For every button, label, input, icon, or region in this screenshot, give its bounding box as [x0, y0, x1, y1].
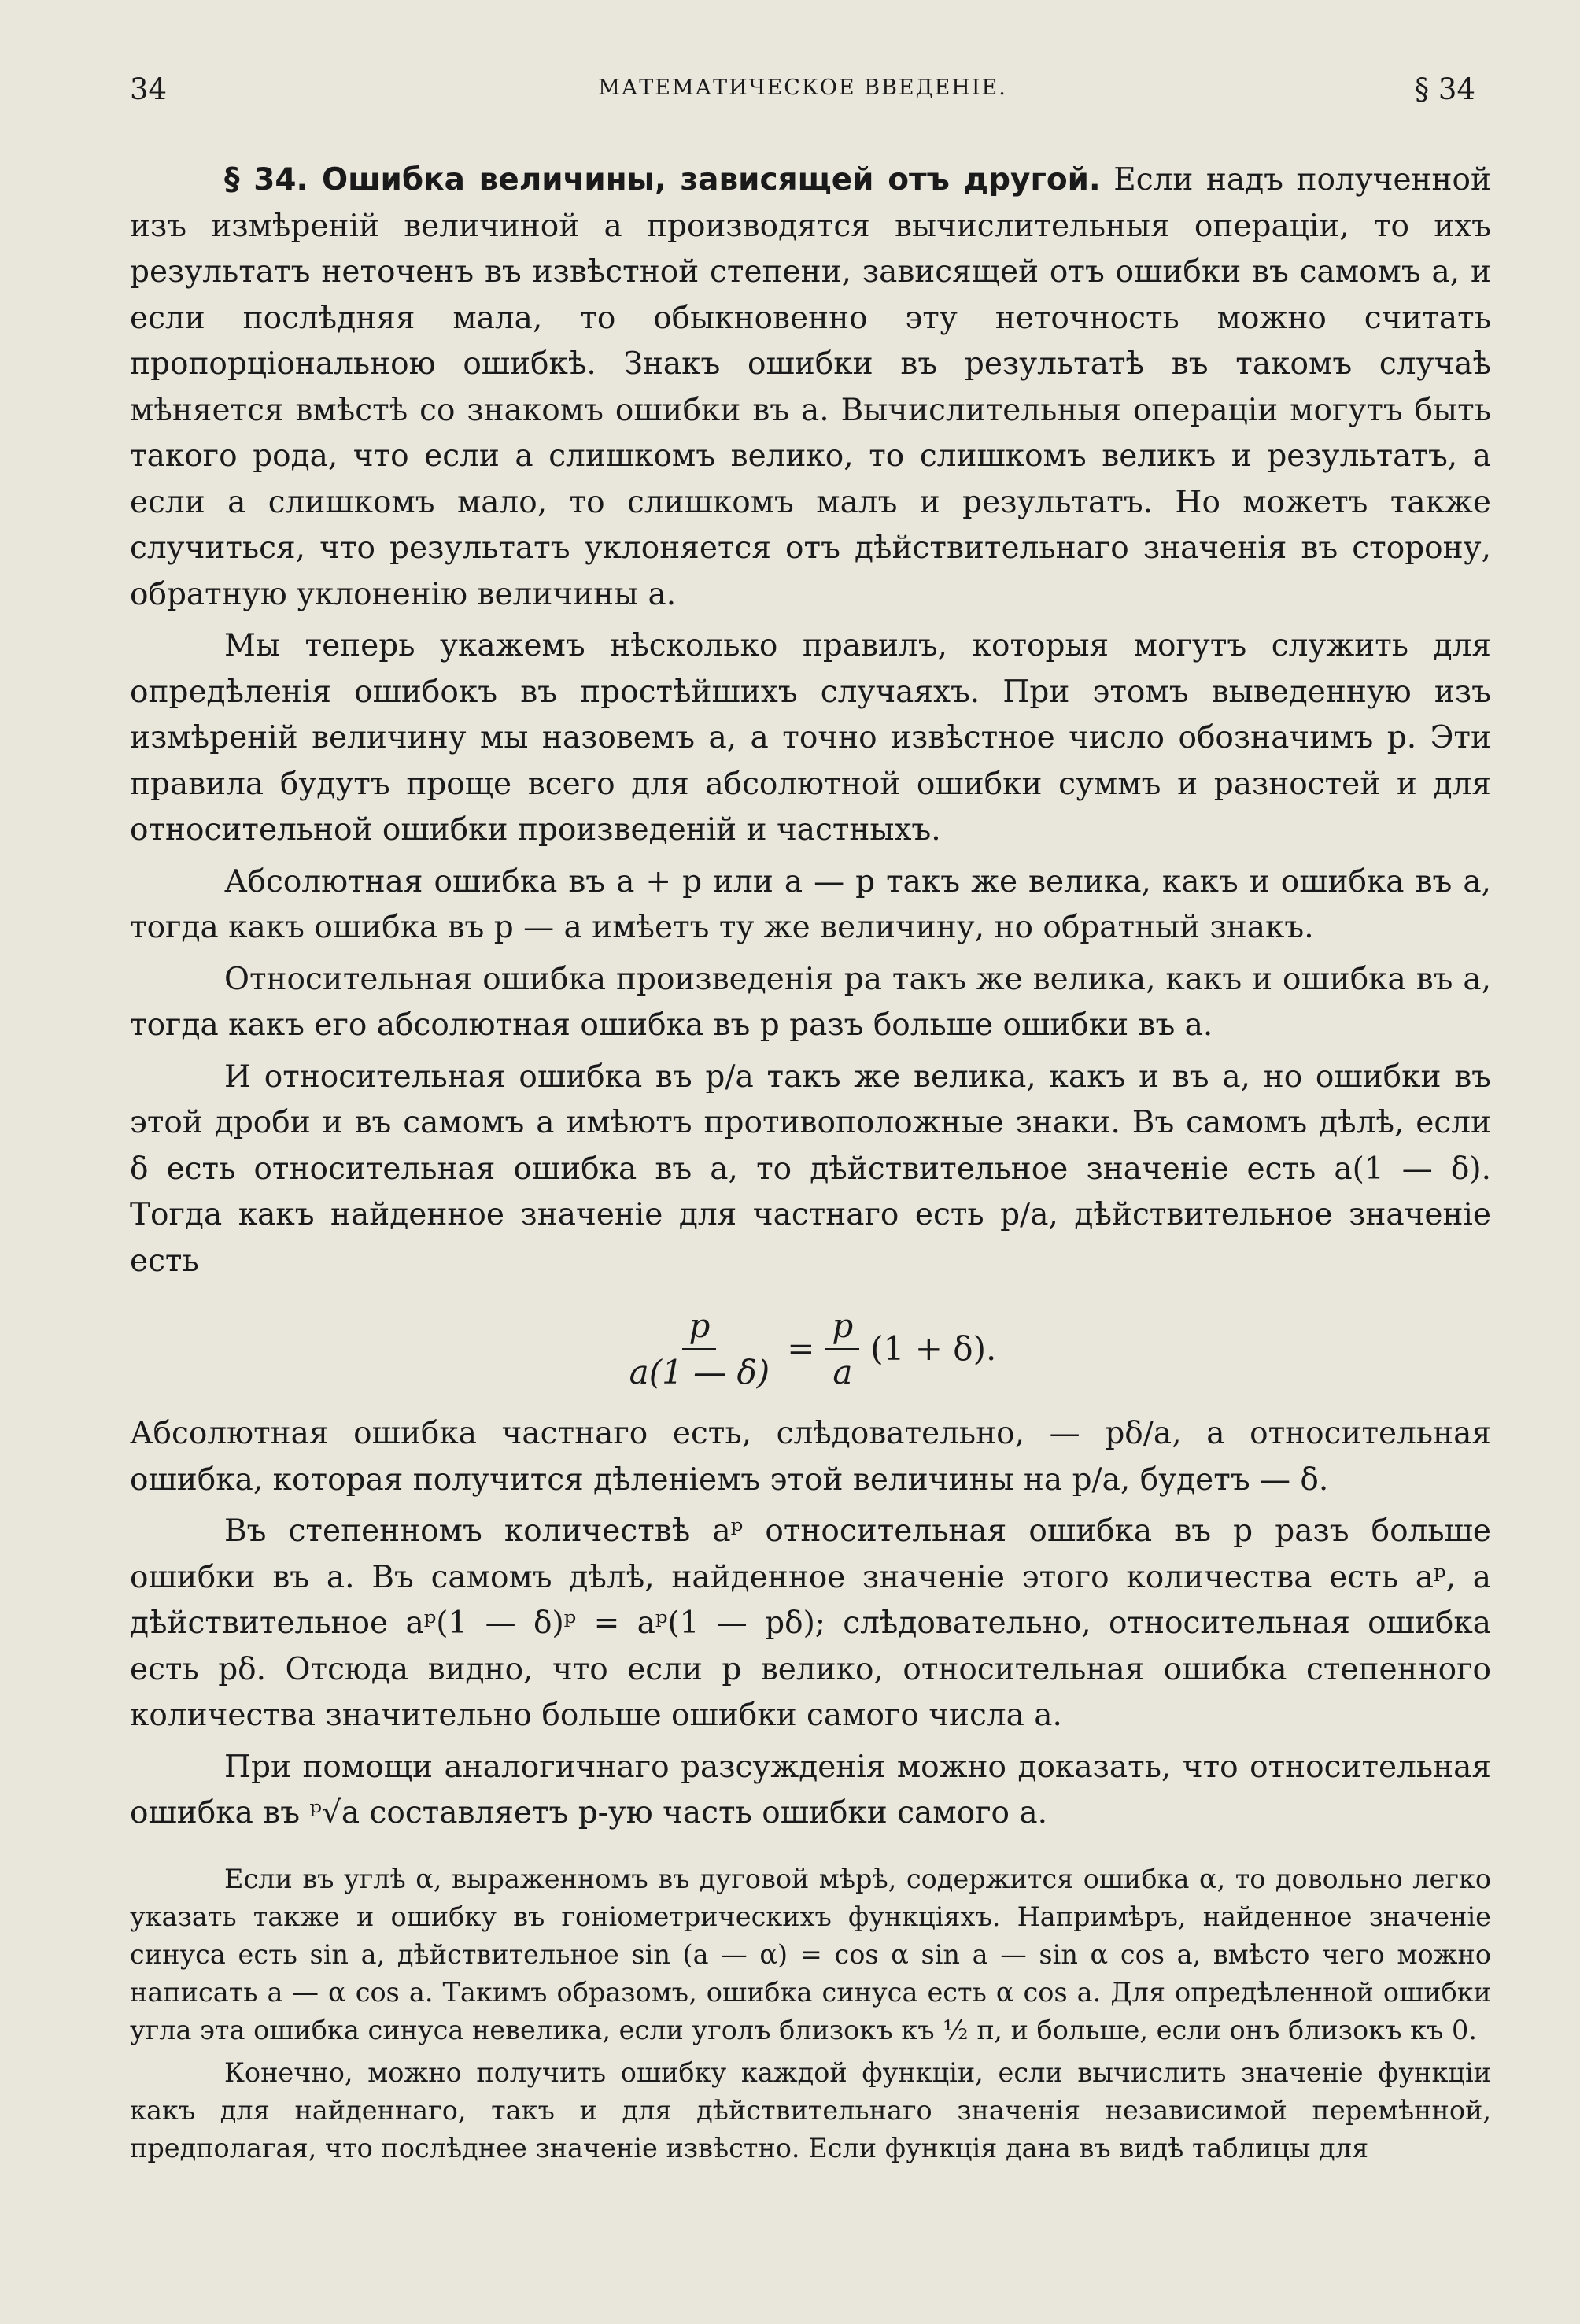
- formula-lhs-fraction: [623, 1304, 777, 1395]
- formula-rhs-factor: (1 + δ).: [870, 1328, 997, 1368]
- paragraph: Абсолютная ошибка въ a + p или a — p такъ же велика, какъ и ошибка въ a, тогда какъ ошибка въ p — a имѣетъ ту же величину, но обратный знакъ.: [130, 863, 1491, 945]
- running-title: МАТЕМАТИЧЕСКОЕ ВВЕДЕНІЕ.: [598, 76, 1007, 100]
- formula-rhs-numerator: p: [825, 1304, 859, 1350]
- formula-rhs-denominator: a: [832, 1352, 853, 1391]
- paragraph: При помощи аналогичнаго разсужденія можно доказать, что относительная ошибка въ ᵖ√a составляетъ p-ую часть ошибки самого a.: [130, 1749, 1491, 1831]
- formula-lhs-numerator: p: [682, 1304, 716, 1350]
- paragraph: Мы теперь укажемъ нѣсколько правилъ, которыя могутъ служить для опредѣленія ошибокъ въ простѣйшихъ случаяхъ. При этомъ выведенную изъ измѣреній величину мы назовемъ a, а точно извѣстное число обозначимъ p. Эти правила будутъ проще всего для абсолютной ошибки суммъ и разностей и для относительной ошибки произведеній и частныхъ.: [130, 628, 1491, 848]
- small-paragraph: Если въ углѣ α, выраженномъ въ дуговой мѣрѣ, содержится ошибка α, то довольно легко указать также и ошибку въ гоніометрическихъ функціяхъ. Напримѣръ, найденное значеніе синуса есть sin a, дѣйствительное sin (a — α) = cos α sin a — sin α cos a, вмѣсто чего можно написать a — α cos a. Такимъ образомъ, ошибка синуса есть α cos a. Для опредѣленной ошибки угла эта ошибка синуса невелика, если уголъ близокъ къ ½ π, и больше, если онъ близокъ къ 0.: [130, 1863, 1491, 2045]
- section-heading: § 34. Ошибка величины, зависящей отъ другой.: [224, 162, 1101, 198]
- paragraph: И относительная ошибка въ p/a такъ же велика, какъ и въ a, но ошибки въ этой дроби и въ самомъ a имѣютъ противоположные знаки. Въ самомъ дѣлѣ, если δ есть относительная ошибка въ a, то дѣйствительное значеніе есть a(1 — δ). Тогда какъ найденное значеніе для частнаго есть p/a, дѣйствительное значеніе есть: [130, 1059, 1491, 1279]
- page-header: [130, 72, 1475, 120]
- small-print-section: [130, 1860, 1491, 2167]
- formula-rhs-fraction: [825, 1304, 859, 1395]
- main-text: [130, 157, 1491, 2172]
- formula-equals: =: [787, 1328, 815, 1368]
- paragraph-intro: [130, 157, 1491, 618]
- section-marker: § 34: [1414, 72, 1475, 106]
- small-paragraph: Конечно, можно получить ошибку каждой функціи, если вычислить значеніе функціи какъ для найденнаго, такъ и для дѣйствительнаго значенія независимой перемѣнной, предполагая, что послѣднее значеніе извѣстно. Если функція дана въ видѣ таблицы для: [130, 2056, 1491, 2163]
- page-number: 34: [130, 72, 168, 106]
- display-formula: [130, 1290, 1491, 1408]
- paragraph: Абсолютная ошибка частнаго есть, слѣдовательно, — pδ/a, а относительная ошибка, которая получится дѣленіемъ этой величины на p/a, будетъ — δ.: [130, 1416, 1491, 1498]
- formula-lhs-denominator: a(1 — δ): [629, 1352, 770, 1391]
- paragraph-text: Если надъ полученной изъ измѣреній величиной a производятся вычислительныя операціи, то ихъ результатъ неточенъ въ извѣстной степени, зависящей отъ ошибки въ самомъ a, и если послѣдняя мала, то обыкновенно эту неточность можно считать пропорціональною ошибкѣ. Знакъ ошибки въ результатѣ въ такомъ случаѣ мѣняется вмѣстѣ со знакомъ ошибки въ a. Вычислительныя операціи могутъ быть такого рода, что если a слишкомъ велико, то слишкомъ великъ и результатъ, а если a слишкомъ мало, то слишкомъ малъ и результатъ. Но можетъ также случиться, что результатъ уклоняется отъ дѣйствительнаго значенія въ сторону, обратную уклоненію величины a.: [130, 162, 1491, 612]
- paragraph: Въ степенномъ количествѣ aᵖ относительная ошибка въ p разъ больше ошибки въ a. Въ самомъ дѣлѣ, найденное значеніе этого количества есть aᵖ, а дѣйствительное aᵖ(1 — δ)ᵖ = aᵖ(1 — pδ); слѣдовательно, относительная ошибка есть pδ. Отсюда видно, что если p велико, относительная ошибка степенного количества значительно больше ошибки самого числа a.: [130, 1513, 1491, 1733]
- paragraph: Относительная ошибка произведенія pa такъ же велика, какъ и ошибка въ a, тогда какъ его абсолютная ошибка въ p разъ больше ошибки въ a.: [130, 961, 1491, 1043]
